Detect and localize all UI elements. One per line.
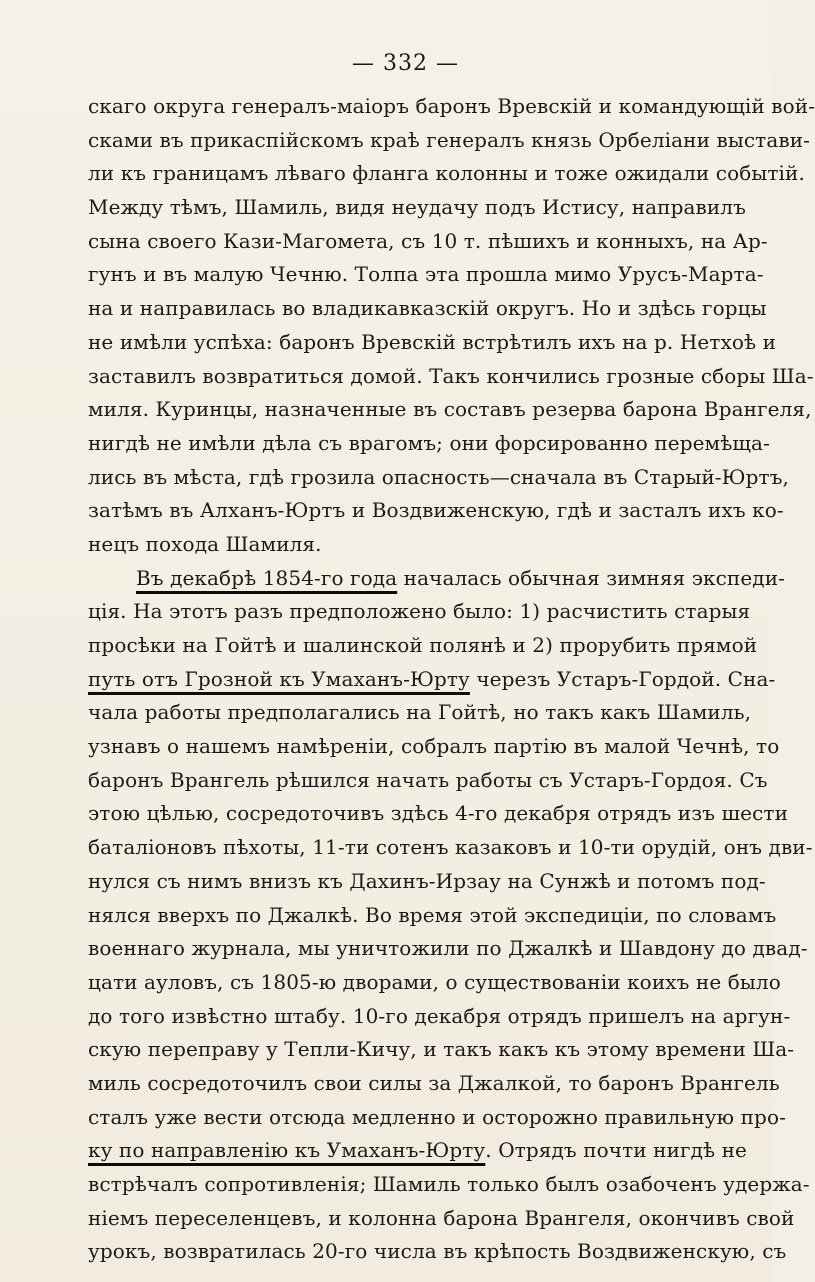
text-line: на и направилась во владикавказскій округъ. Но и здѣсь горцы <box>88 296 767 321</box>
text-line: не имѣли успѣха: баронъ Вревскій встрѣтилъ ихъ на р. Нетхоѣ и <box>88 329 777 354</box>
text-line: чала работы предполагались на Гойтѣ, но такъ какъ Шамиль, <box>88 700 752 725</box>
text-line: ли къ границамъ лѣваго фланга колонны и тоже ожидали событій. <box>88 161 805 186</box>
text-line: сками въ прикаспійскомъ краѣ генералъ князь Орбеліани выстави- <box>88 127 811 152</box>
text-line: узнавъ о нашемъ намѣреніи, собралъ партію въ малой Чечнѣ, то <box>88 734 780 759</box>
text-line: затѣмъ въ Алханъ-Юртъ и Воздвиженскую, гдѣ и засталъ ихъ ко- <box>88 498 784 523</box>
text-line: баталіоновъ пѣхоты, 11-ти сотенъ казаковъ и 10-ти орудій, онъ дви- <box>88 835 813 860</box>
text-line <box>88 663 776 697</box>
text-line: заставилъ возвратиться домой. Такъ кончились грозные сборы Ша- <box>88 363 814 388</box>
text-line: миля. Куринцы, назначенные въ составъ резерва барона Врангеля, <box>88 397 812 422</box>
text-line: нигдѣ не имѣли дѣла съ врагомъ; они форсированно перемѣща- <box>88 430 770 455</box>
text-line: ніемъ переселенцевъ, и колонна барона Врангеля, окончивъ свой <box>88 1205 795 1230</box>
text-line <box>88 1134 747 1168</box>
text-line <box>88 562 785 596</box>
text-line: нецъ похода Шамиля. <box>88 531 322 556</box>
text-line: гунъ и въ малую Чечню. Толпа эта прошла мимо Урусъ-Марта- <box>88 262 764 287</box>
text-line: баронъ Врангель рѣшился начать работы съ Устаръ-Гордоя. Съ <box>88 767 768 792</box>
text-line: цати ауловъ, съ 1805-ю дворами, о существованіи коихъ не было <box>88 969 781 994</box>
underlined-phrase: Въ декабрѣ 1854-го года <box>136 565 398 590</box>
line-rest: черезъ Устаръ-Гордой. Сна- <box>469 666 776 691</box>
line-rest: началась обычная зимняя экспеди- <box>397 565 785 590</box>
page-number: — 332 — <box>352 51 459 76</box>
text-line: скую переправу у Тепли-Кичу, и такъ какъ къ этому времени Ша- <box>88 1037 795 1062</box>
text-line: ція. На этотъ разъ предположено было: 1) расчистить старыя <box>88 599 751 624</box>
text-line: нялся вверхъ по Джалкѣ. Во время этой экспедиціи, по словамъ <box>88 902 777 927</box>
text-line: встрѣчалъ сопротивленія; Шамиль только былъ озабоченъ удержа- <box>88 1172 810 1196</box>
text-line: сталъ уже вести отсюда медленно и осторожно правильную про- <box>88 1104 786 1129</box>
body-text <box>88 90 815 1269</box>
text-line: урокъ, возвратилась 20-го числа въ крѣпость Воздвиженскую, съ <box>88 1239 787 1264</box>
text-line: лись въ мѣста, гдѣ грозила опасность—сначала въ Старый-Юртъ, <box>88 464 789 489</box>
text-line: нулся съ нимъ внизъ къ Дахинъ-Ирзау на Сунжѣ и потомъ под- <box>88 868 766 893</box>
text-line: скаго округа генералъ-маіоръ баронъ Вревскій и командующій вой- <box>88 94 815 118</box>
text-line: военнаго журнала, мы уничтожили по Джалкѣ и Шавдону до двад- <box>88 936 808 961</box>
line-rest: . Отрядъ почти нигдѣ не <box>485 1138 747 1163</box>
text-line: до того извѣстно штабу. 10-го декабря отрядъ пришелъ на аргун- <box>88 1003 791 1028</box>
underlined-phrase: ку по направленію къ Умаханъ-Юрту <box>88 1138 486 1163</box>
text-line: миль сосредоточилъ свои силы за Джалкой, то баронъ Врангель <box>88 1070 780 1095</box>
text-line: просѣки на Гойтѣ и шалинской полянѣ и 2) прорубить прямой <box>88 633 758 657</box>
text-line: сына своего Кази-Магомета, съ 10 т. пѣшихъ и конныхъ, на Ар- <box>88 228 768 253</box>
text-line: этою цѣлью, сосредоточивъ здѣсь 4-го декабря отрядъ изъ шести <box>88 801 789 826</box>
underlined-phrase: путь отъ Грозной къ Умаханъ-Юрту <box>88 666 470 691</box>
text-line: Между тѣмъ, Шамиль, видя неудачу подъ Истису, направилъ <box>88 195 746 220</box>
